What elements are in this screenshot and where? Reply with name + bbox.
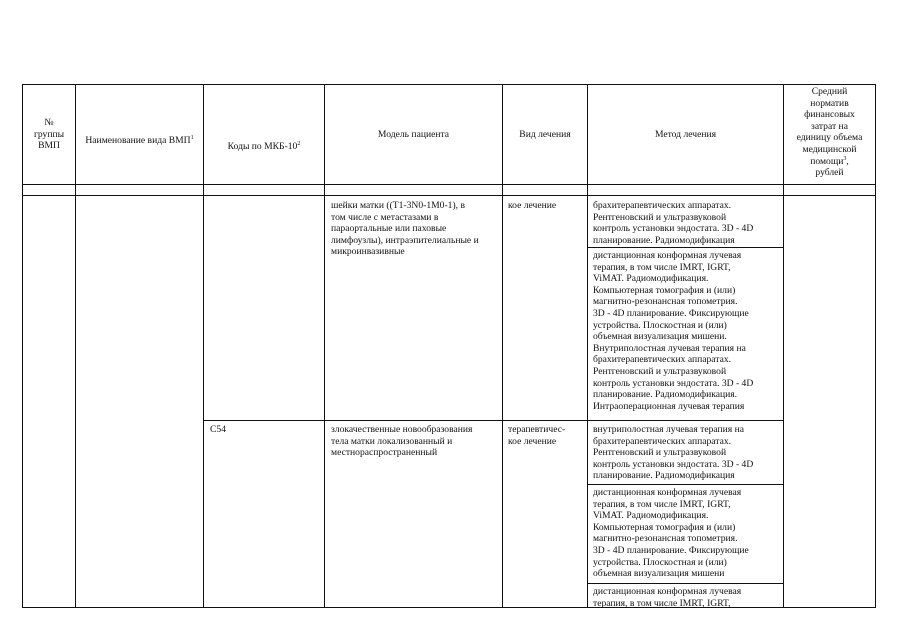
- header-bottom-line: [22, 184, 876, 185]
- table-border-left: [22, 84, 23, 608]
- spacer-row-line: [22, 195, 876, 196]
- header-average-cost: Средний норматив финансовых затрат на единицу объема медицинской помощи$^3$, рублей: [796, 86, 863, 179]
- row2-icd-code: C54: [210, 424, 226, 435]
- row1-patient-model: шейки матки ((T1-3N0-1M0-1), в том числе с метастазами в параортальные или паховые лимфоузлы), интраэпителиальные и микроинвазивные: [331, 200, 479, 258]
- row2-method-3: дистанционная конформная лучевая терапия, в том числе IMRT, IGRT,: [593, 586, 742, 609]
- header-treatment-type: Вид лечения: [519, 129, 571, 140]
- row2-treatment-type: терапевтичес- кое лечение: [508, 424, 566, 447]
- row1-method-1: брахитерапевтических аппаратах. Рентгеновский и ультразвуковой контроль установки эндостата. 3D - 4D планирование. Радиомодификация: [593, 200, 754, 246]
- method-divider: [587, 484, 784, 485]
- header-icd-codes: Коды по МКБ-$10^2$: [227, 140, 301, 152]
- column-divider: [324, 84, 325, 608]
- column-divider: [587, 84, 588, 608]
- header-vmp-name: Наименование вида ВМП$^1$: [85, 134, 194, 146]
- row1-treatment-type: кое лечение: [508, 200, 557, 211]
- row2-patient-model: злокачественные новообразования тела матки локализованный и местнораспространенный: [331, 424, 473, 459]
- method-divider: [587, 583, 784, 584]
- column-divider: [502, 84, 503, 608]
- column-divider: [203, 84, 204, 608]
- table-border-right: [875, 84, 876, 608]
- table-border-top: [22, 84, 876, 85]
- row2-method-2: дистанционная конформная лучевая терапия, в том числе IMRT, IGRT, ViMAT. Радиомодификация. Компьютерная томография и (или) магнитно-резонансная топометрия. 3D - 4D планирование. Фиксирующие устройства. Плоскостная и (или) объемная визуализация мишени: [593, 487, 749, 580]
- column-divider: [75, 84, 76, 608]
- header-treatment-method: Метод лечения: [654, 129, 717, 140]
- row2-method-1: внутриполостная лучевая терапия на брахитерапевтических аппаратах. Рентгеновский и ультразвуковой контроль установки эндостата. 3D - 4D планирование. Радиомодификация: [593, 424, 754, 482]
- row1-method-2: дистанционная конформная лучевая терапия, в том числе IMRT, IGRT, ViMAT. Радиомодификация. Компьютерная томография и (или) магнитно-резонансная топометрия. 3D - 4D планирование. Фиксирующие устройства. Плоскостная и (или) объемная визуализация мишени. Внутриполостная лучевая терапия на брахитерапевтических аппаратах. Рентгеновский и ультразвуковой контроль установки эндостата. 3D - 4D планирование. Радиомодификация. Интраоперационная лучевая терапия: [593, 250, 754, 412]
- method-divider: [587, 247, 784, 248]
- row-divider: [203, 420, 784, 421]
- header-patient-model: Модель пациента: [377, 129, 450, 140]
- header-group-number: № группы ВМП: [33, 117, 65, 152]
